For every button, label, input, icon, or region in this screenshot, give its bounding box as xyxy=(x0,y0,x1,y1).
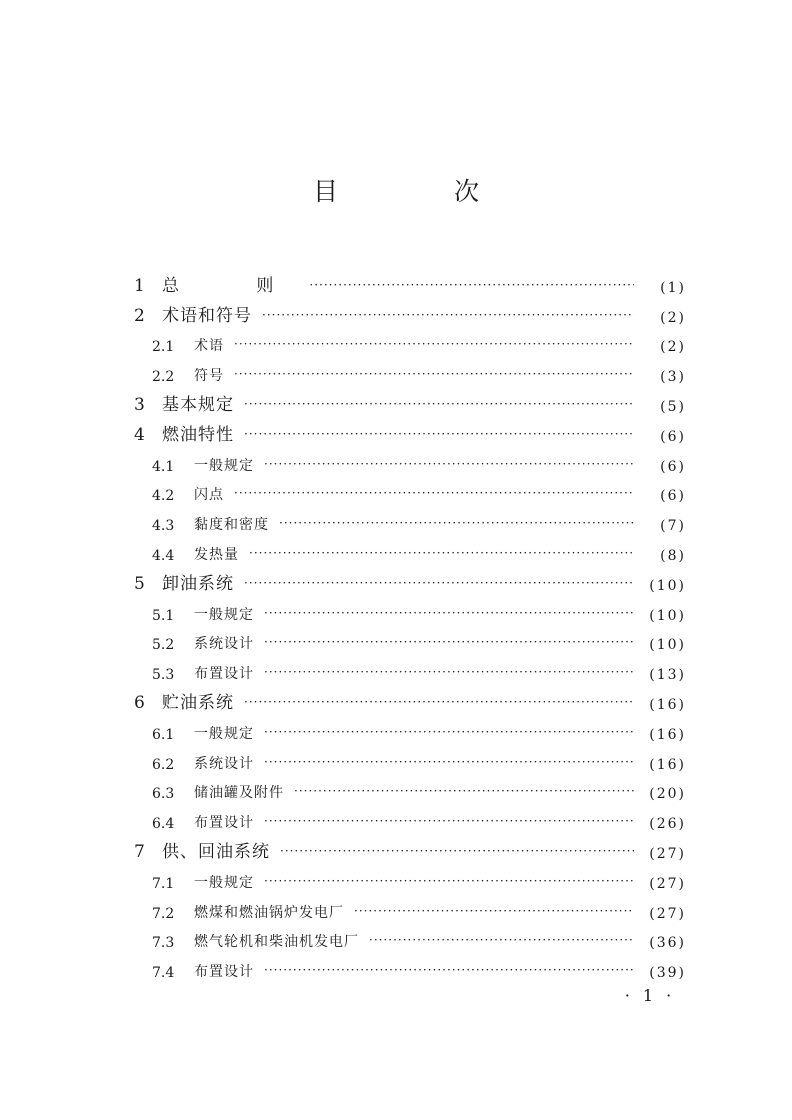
toc-entry xyxy=(134,922,686,952)
toc-entry-number: 5.3 xyxy=(152,667,175,684)
toc-entry-number: 2.2 xyxy=(152,369,175,386)
toc-entry xyxy=(134,475,686,505)
toc-entry xyxy=(134,296,686,326)
toc-entry xyxy=(134,564,686,594)
toc-entry-number: 5.1 xyxy=(152,607,175,624)
dot-leader xyxy=(264,634,634,650)
dot-leader xyxy=(264,724,634,740)
toc-entry-number: 7.2 xyxy=(152,905,175,922)
toc-entry-number: 4.3 xyxy=(152,518,175,535)
toc-entry-page: (26) xyxy=(649,816,686,833)
toc-entry xyxy=(134,415,686,445)
toc-entry-page: (16) xyxy=(649,696,686,713)
dot-leader xyxy=(264,754,634,770)
toc-entry-page: (36) xyxy=(649,935,686,952)
toc-entry-title: 储油罐及附件 xyxy=(194,785,284,802)
toc-entry-page: (27) xyxy=(649,875,686,892)
page-title: 目 次 xyxy=(313,177,533,206)
toc-entry-number: 6 xyxy=(134,692,145,713)
dot-leader xyxy=(244,575,634,591)
dot-leader xyxy=(234,485,634,501)
toc-entry-number: 6.3 xyxy=(152,786,175,803)
dot-leader xyxy=(264,605,634,621)
toc-entry-title: 一般规定 xyxy=(194,874,254,891)
toc-entry xyxy=(134,892,686,922)
dot-leader xyxy=(244,396,634,412)
toc-entry-title: 闪点 xyxy=(194,487,224,504)
dot-leader xyxy=(234,336,634,352)
toc-entry-title: 燃油特性 xyxy=(162,424,234,445)
page-number: · 1 · xyxy=(624,986,676,1005)
toc-entry-page: (3) xyxy=(660,369,686,386)
toc-entry-number: 7.4 xyxy=(152,965,175,982)
toc-entry-page: (7) xyxy=(660,518,686,535)
dot-leader xyxy=(369,932,634,948)
toc-entry xyxy=(134,326,686,356)
toc-entry-title: 供、回油系统 xyxy=(162,841,270,862)
toc-entry-title: 布置设计 xyxy=(194,666,254,683)
toc-entry-title: 发热量 xyxy=(194,546,239,563)
toc-entry-page: (1) xyxy=(660,279,686,296)
toc-entry-page: (10) xyxy=(649,577,686,594)
toc-entry xyxy=(134,504,686,534)
toc-entry-title: 总 则 xyxy=(162,275,310,296)
toc-entry-page: (27) xyxy=(649,905,686,922)
toc-entry xyxy=(134,773,686,803)
toc-entry xyxy=(134,802,686,832)
toc-entry-number: 7.3 xyxy=(152,935,175,952)
toc-entry-title: 黏度和密度 xyxy=(194,517,269,534)
table-of-contents xyxy=(134,266,686,981)
dot-leader xyxy=(262,307,634,323)
dot-leader xyxy=(280,843,634,859)
toc-entry-page: (16) xyxy=(649,756,686,773)
toc-entry-number: 3 xyxy=(134,394,145,415)
toc-entry-title: 一般规定 xyxy=(194,725,254,742)
dot-leader xyxy=(244,426,634,442)
dot-leader xyxy=(264,813,634,829)
toc-entry-title: 燃煤和燃油锅炉发电厂 xyxy=(194,904,344,921)
toc-entry-page: (6) xyxy=(660,488,686,505)
toc-entry-number: 4.1 xyxy=(152,458,175,475)
toc-entry-page: (20) xyxy=(649,786,686,803)
toc-entry-page: (6) xyxy=(660,428,686,445)
toc-entry-title: 术语和符号 xyxy=(162,305,252,326)
toc-entry-page: (10) xyxy=(649,637,686,654)
dot-leader xyxy=(294,783,634,799)
toc-entry-number: 6.1 xyxy=(152,726,175,743)
toc-entry-number: 5 xyxy=(134,573,145,594)
toc-entry-title: 卸油系统 xyxy=(162,573,234,594)
toc-entry-number: 2 xyxy=(134,305,145,326)
toc-entry-page: (39) xyxy=(649,965,686,982)
toc-entry-number: 7.1 xyxy=(152,875,175,892)
toc-entry-number: 6.4 xyxy=(152,816,175,833)
toc-entry-title: 符号 xyxy=(194,368,224,385)
toc-entry xyxy=(134,624,686,654)
toc-entry xyxy=(134,266,686,296)
toc-entry-page: (6) xyxy=(660,458,686,475)
toc-entry xyxy=(134,951,686,981)
toc-entry-title: 系统设计 xyxy=(194,636,254,653)
dot-leader xyxy=(354,903,634,919)
dot-leader xyxy=(249,545,634,561)
toc-entry-number: 4.2 xyxy=(152,488,175,505)
toc-entry-title: 一般规定 xyxy=(194,457,254,474)
toc-entry xyxy=(134,534,686,564)
toc-entry-page: (5) xyxy=(660,398,686,415)
toc-entry xyxy=(134,713,686,743)
toc-entry-number: 4.4 xyxy=(152,547,175,564)
toc-entry-number: 7 xyxy=(134,841,145,862)
dot-leader xyxy=(309,277,634,293)
dot-leader xyxy=(264,664,634,680)
toc-entry xyxy=(134,355,686,385)
dot-leader xyxy=(264,873,634,889)
toc-entry-title: 术语 xyxy=(194,338,224,355)
toc-entry xyxy=(134,832,686,862)
toc-entry-number: 5.2 xyxy=(152,637,175,654)
toc-entry xyxy=(134,743,686,773)
toc-entry-number: 1 xyxy=(134,275,145,296)
toc-entry-number: 6.2 xyxy=(152,756,175,773)
toc-entry-number: 2.1 xyxy=(152,339,175,356)
toc-entry-title: 基本规定 xyxy=(162,394,234,415)
toc-entry-number: 4 xyxy=(134,424,145,445)
dot-leader xyxy=(244,694,634,710)
toc-entry-page: (2) xyxy=(660,339,686,356)
dot-leader xyxy=(279,515,634,531)
dot-leader xyxy=(264,456,634,472)
toc-entry-page: (13) xyxy=(649,667,686,684)
toc-entry-page: (16) xyxy=(649,726,686,743)
toc-entry-title: 布置设计 xyxy=(194,815,254,832)
dot-leader xyxy=(264,962,634,978)
dot-leader xyxy=(234,366,634,382)
toc-entry xyxy=(134,445,686,475)
toc-entry-title: 贮油系统 xyxy=(162,692,234,713)
toc-entry xyxy=(134,683,686,713)
toc-entry-title: 一般规定 xyxy=(194,606,254,623)
toc-entry-title: 燃气轮机和柴油机发电厂 xyxy=(194,934,359,951)
toc-entry xyxy=(134,385,686,415)
toc-entry-page: (27) xyxy=(649,845,686,862)
toc-entry-title: 系统设计 xyxy=(194,755,254,772)
toc-entry-page: (8) xyxy=(660,547,686,564)
toc-entry-page: (10) xyxy=(649,607,686,624)
toc-entry xyxy=(134,862,686,892)
toc-entry-title: 布置设计 xyxy=(194,964,254,981)
toc-entry xyxy=(134,653,686,683)
toc-entry xyxy=(134,594,686,624)
toc-entry-page: (2) xyxy=(660,309,686,326)
